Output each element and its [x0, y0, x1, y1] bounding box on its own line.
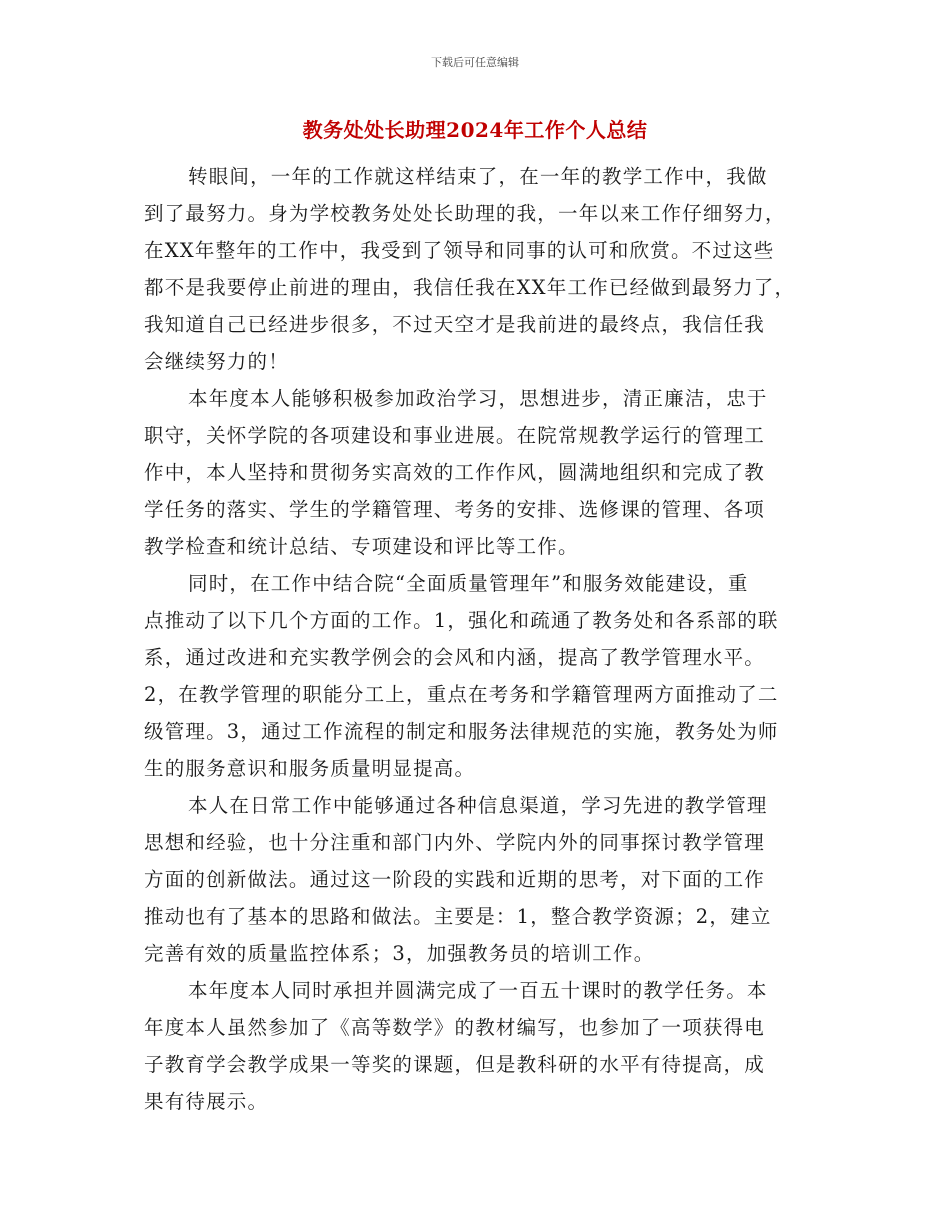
paragraph-line: 点推动了以下几个方面的工作。1，强化和疏通了教务处和各系部的联 — [144, 609, 779, 632]
document-body — [144, 158, 816, 1120]
paragraph-line: 会继续努力的！ — [144, 350, 289, 373]
paragraph-line: 生的服务意识和服务质量明显提高。 — [144, 757, 476, 780]
paragraph-3 — [144, 565, 816, 787]
paragraph-line: 思想和经验，也十分注重和部门内外、学院内外的同事探讨教学管理 — [144, 831, 766, 854]
paragraph-line: 本年度本人同时承担并圆满完成了一百五十课时的教学任务。本 — [188, 979, 768, 1002]
paragraph-line: 完善有效的质量监控体系；3，加强教务员的培训工作。 — [144, 942, 655, 965]
paragraph-line: 2，在教学管理的职能分工上，重点在考务和学籍管理两方面推动了二 — [144, 683, 779, 706]
paragraph-4 — [144, 787, 816, 972]
paragraph-line: 都不是我要停止前进的理由，我信任我在XX年工作已经做到最努力了， — [144, 276, 796, 299]
paragraph-line: 级管理。3，通过工作流程的制定和服务法律规范的实施，教务处为师 — [144, 720, 779, 743]
paragraph-line: 学任务的落实、学生的学籍管理、考务的安排、选修课的管理、各项 — [144, 498, 766, 521]
paragraph-line: 子教育学会教学成果一等奖的课题，但是教科研的水平有待提高，成 — [144, 1053, 766, 1076]
paragraph-line: 系，通过改进和充实教学例会的会风和内涵，提高了教学管理水平。 — [144, 646, 766, 669]
paragraph-line: 果有待展示。 — [144, 1090, 269, 1113]
paragraph-line: 作中，本人坚持和贯彻务实高效的工作作风，圆满地组织和完成了教 — [144, 461, 766, 484]
paragraph-line: 在XX年整年的工作中，我受到了领导和同事的认可和欣赏。不过这些 — [144, 239, 775, 262]
paragraph-line: 到了最努力。身为学校教务处处长助理的我，一年以来工作仔细努力， — [144, 202, 786, 225]
paragraph-1 — [144, 158, 816, 380]
paragraph-line: 我知道自己已经进步很多，不过天空才是我前进的最终点，我信任我 — [144, 313, 766, 336]
header-note: 下载后可任意编辑 — [431, 56, 519, 69]
paragraph-line: 推动也有了基本的思路和做法。主要是：1，整合教学资源；2，建立 — [144, 905, 772, 928]
paragraph-line: 本人在日常工作中能够通过各种信息渠道，学习先进的教学管理 — [188, 794, 768, 817]
document-title: 教务处处长助理2024年工作个人总结 — [302, 118, 648, 142]
paragraph-line: 本年度本人能够积极参加政治学习，思想进步，清正廉洁，忠于 — [188, 387, 768, 410]
paragraph-line: 教学检查和统计总结、专项建设和评比等工作。 — [144, 535, 579, 558]
paragraph-line: 年度本人虽然参加了《高等数学》的教材编写，也参加了一项获得电 — [144, 1016, 766, 1039]
paragraph-line: 职守，关怀学院的各项建设和事业进展。在院常规教学运行的管理工 — [144, 424, 766, 447]
paragraph-line: 同时，在工作中结合院“全面质量管理年”和服务效能建设，重 — [188, 572, 749, 595]
paragraph-line: 方面的创新做法。通过这一阶段的实践和近期的思考，对下面的工作 — [144, 868, 766, 891]
paragraph-line: 转眼间，一年的工作就这样结束了，在一年的教学工作中，我做 — [188, 165, 768, 188]
paragraph-5 — [144, 972, 816, 1120]
paragraph-2 — [144, 380, 816, 565]
